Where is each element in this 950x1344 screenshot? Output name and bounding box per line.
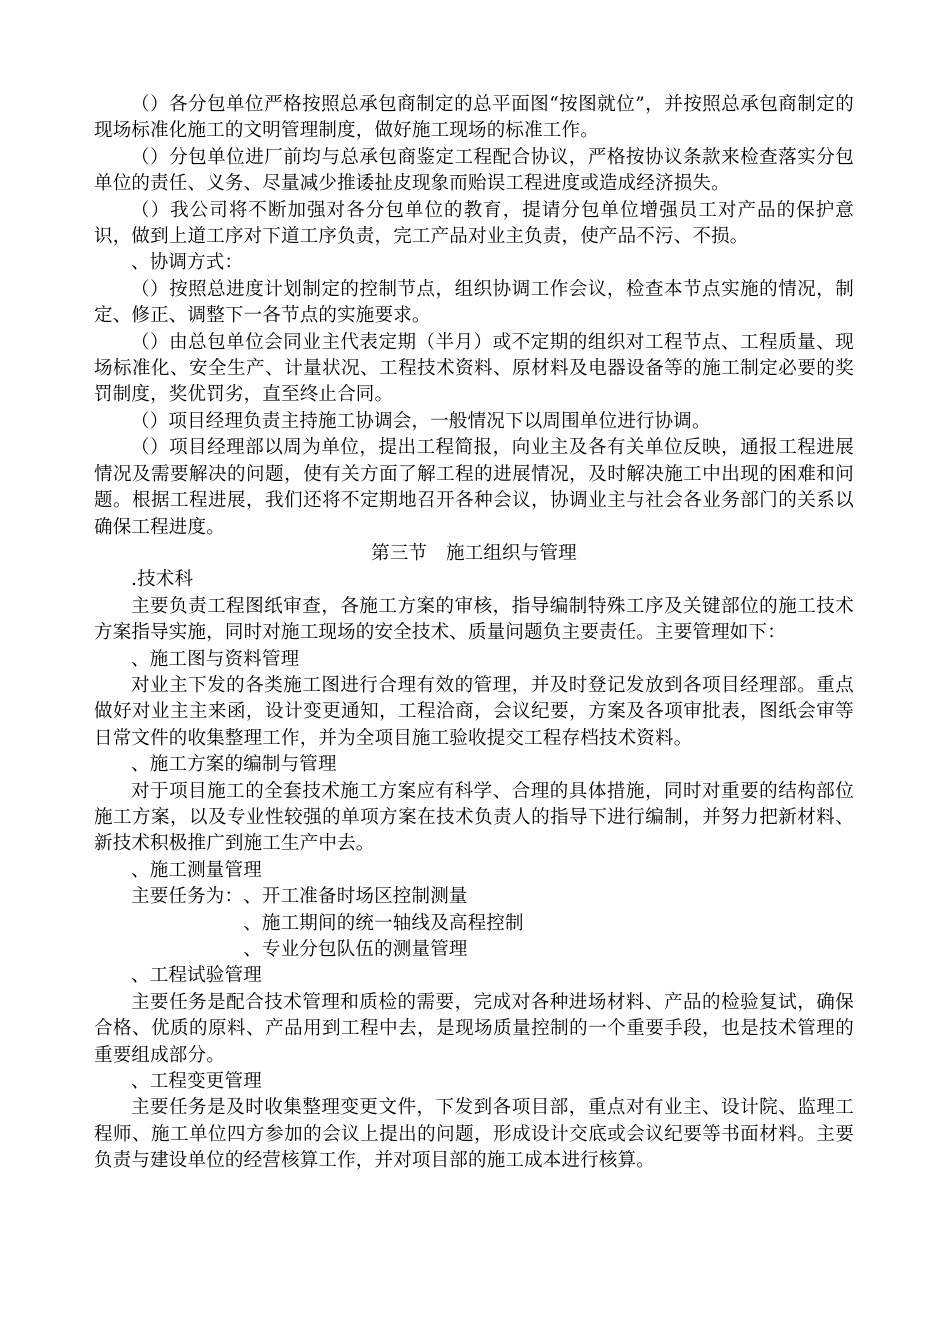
paragraph: （）我公司将不断加强对各分包单位的教育，提请分包单位增强员工对产品的保护意识，做到上道工序对下道工序负责，完工产品对业主负责，使产品不污、不损。 bbox=[94, 199, 854, 248]
paragraph: 对于项目施工的全套技术施工方案应有科学、合理的具体措施，同时对重要的结构部位施工方案，以及专业性较强的单项方案在技术负责人的指导下进行编制，并努力把新材料、新技术积极推广到施工生产中去。 bbox=[94, 780, 854, 855]
paragraph: （）项目经理负责主持施工协调会，一般情况下以周围单位进行协调。 bbox=[131, 410, 711, 432]
subheading: 、工程试验管理 bbox=[131, 965, 262, 987]
section-title: 第三节 施工组织与管理 bbox=[371, 542, 577, 564]
task-item: 、开工准备时场区控制测量 bbox=[243, 886, 468, 908]
paragraph: （）分包单位进厂前均与总承包商鉴定工程配合协议，严格按协议条款来检查落实分包单位的责任、义务、尽量减少推诿扯皮现象而贻误工程进度或造成经济损失。 bbox=[94, 146, 854, 195]
paragraph: （）由总包单位会同业主代表定期（半月）或不定期的组织对工程节点、工程质量、现场标准化、安全生产、计量状况、工程技术资料、原材料及电器设备等的施工制定必要的奖罚制度，奖优罚劣，直至终止合同。 bbox=[94, 331, 854, 406]
paragraph: 主要任务是及时收集整理变更文件，下发到各项目部，重点对有业主、设计院、监理工程师、施工单位四方参加的会议上提出的问题，形成设计交底或会议纪要等书面材料。主要负责与建设单位的经营核算工作，并对项目部的施工成本进行核算。 bbox=[94, 1097, 854, 1172]
paragraph: （）各分包单位严格按照总承包商制定的总平面图“按图就位”，并按照总承包商制定的现场标准化施工的文明管理制度，做好施工现场的标准工作。 bbox=[94, 94, 854, 142]
paragraph: （）项目经理部以周为单位，提出工程简报，向业主及各有关单位反映，通报工程进展情况及需要解决的问题，使有关方面了解工程的进展情况，及时解决施工中出现的困难和问题。根据工程进展，我们还将不定期地召开各种会议，协调业主与社会各业务部门的关系以确保工程进度。 bbox=[94, 437, 854, 538]
subheading: 、协调方式： bbox=[131, 252, 244, 274]
task-list bbox=[94, 884, 854, 963]
subheading: 、施工图与资料管理 bbox=[131, 648, 300, 670]
task-item: 、施工期间的统一轴线及高程控制 bbox=[243, 912, 524, 934]
paragraph: 对业主下发的各类施工图进行合理有效的管理，并及时登记发放到各项目经理部。重点做好对业主主来函，设计变更通知，工程洽商，会议纪要，方案及各项审批表，图纸会审等日常文件的收集整理工作，并为全项目施工验收提交工程存档技术资料。 bbox=[94, 674, 854, 749]
subheading: 、工程变更管理 bbox=[131, 1071, 262, 1093]
subheading: .技术科 bbox=[131, 569, 194, 591]
subheading: 、施工方案的编制与管理 bbox=[131, 754, 337, 776]
document-page bbox=[94, 92, 854, 1175]
paragraph: （）按照总进度计划制定的控制节点，组织协调工作会议，检查本节点实施的情况，制定、修正、调整下一各节点的实施要求。 bbox=[94, 278, 854, 327]
paragraph: 主要负责工程图纸审查，各施工方案的审核，指导编制特殊工序及关键部位的施工技术方案指导实施，同时对施工现场的安全技术、质量问题负主要责任。主要管理如下： bbox=[94, 595, 854, 644]
task-list-lead: 主要任务为： bbox=[131, 886, 244, 908]
task-items bbox=[243, 884, 524, 963]
subheading: 、施工测量管理 bbox=[131, 859, 262, 881]
task-item: 、专业分包队伍的测量管理 bbox=[243, 939, 468, 960]
paragraph: 主要任务是配合技术管理和质检的需要，完成对各种进场材料、产品的检验复试，确保合格、优质的原料、产品用到工程中去，是现场质量控制的一个重要手段，也是技术管理的重要组成部分。 bbox=[94, 991, 854, 1066]
